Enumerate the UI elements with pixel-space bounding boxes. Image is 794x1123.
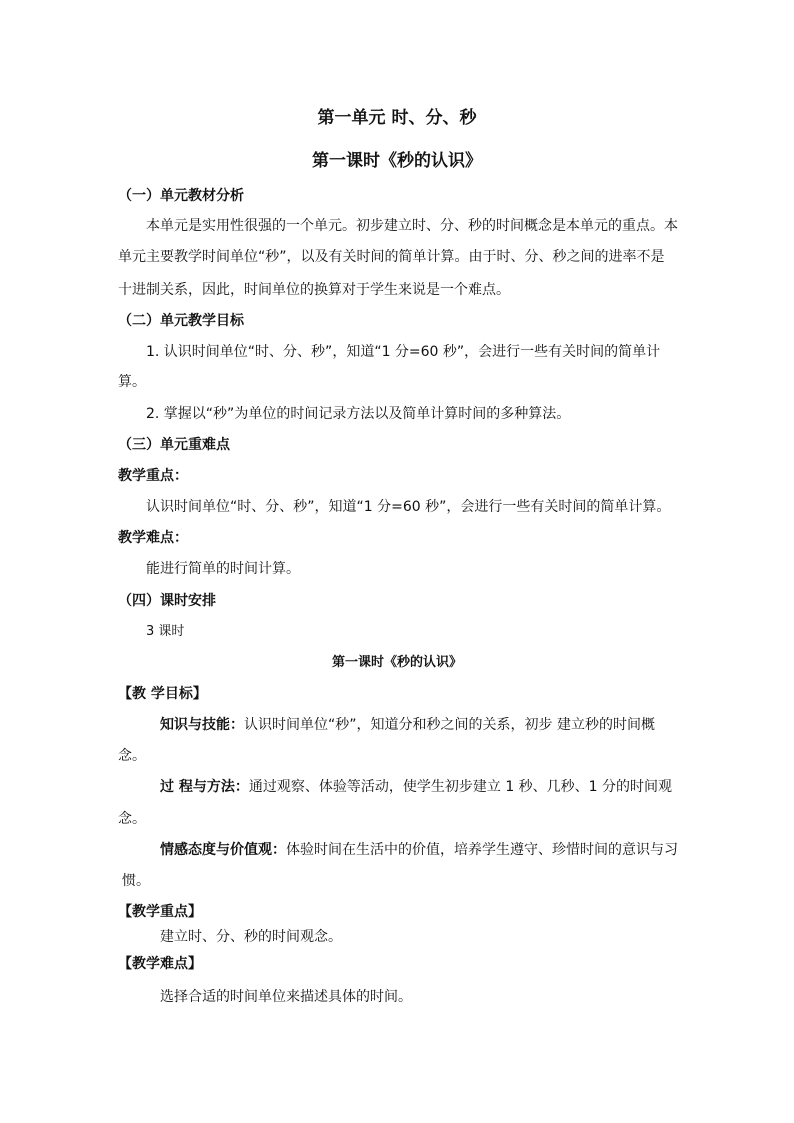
difficulty-label: 教学难点： <box>118 530 188 546</box>
section-4-heading: （四）课时安排 <box>118 593 216 609</box>
lesson-difficulty-heading: 【教学难点】 <box>118 956 202 972</box>
section-4-text: 3 课时 <box>146 624 185 639</box>
goal-attitude <box>160 840 678 860</box>
section-1-line-3: 十进制关系，因此，时间单位的换算对于学生来说是一个难点。 <box>118 282 510 298</box>
goals-heading: 【教 学目标】 <box>118 686 207 702</box>
section-1-line-2: 单元主要教学时间单位“秒”，以及有关时间的简单计算。由于时、分、秒之间的进率不是 <box>118 249 665 265</box>
goal-knowledge-text: 认识时间单位“秒”，知道分和秒之间的关系，初步 建立秒的时间概 <box>244 717 655 733</box>
goal-attitude-cont: 惯。 <box>122 873 150 889</box>
unit-title: 第一单元 时、分、秒 <box>317 108 477 128</box>
section-2-item-1: 1. 认识时间单位“时、分、秒”，知道“1 分=60 秒”，会进行一些有关时间的简单计 <box>146 344 661 360</box>
key-point-label: 教学重点： <box>118 468 188 484</box>
lesson-title: 第一课时《秒的认识》 <box>331 655 462 670</box>
difficulty-text: 能进行简单的时间计算。 <box>146 561 300 577</box>
goal-attitude-label: 情感态度与价值观： <box>160 842 286 858</box>
goal-process-label: 过 程与方法： <box>160 779 249 795</box>
lesson-subtitle: 第一课时《秒的认识》 <box>312 151 482 171</box>
lesson-key-heading: 【教学重点】 <box>118 904 202 920</box>
section-2-heading: （二）单元教学目标 <box>118 313 244 329</box>
goal-knowledge <box>160 715 655 735</box>
goal-knowledge-cont: 念。 <box>118 748 146 764</box>
section-3-heading: （三）单元重难点 <box>118 437 230 453</box>
lesson-key-text: 建立时、分、秒的时间观念。 <box>160 929 342 945</box>
goal-process-cont: 念。 <box>118 811 146 827</box>
goal-attitude-text: 体验时间在生活中的价值，培养学生遵守、珍惜时间的意识与习 <box>286 842 678 858</box>
goal-process <box>160 777 672 797</box>
key-point-text: 认识时间单位“时、分、秒”，知道“1 分=60 秒”，会进行一些有关时间的简单计算。 <box>146 499 671 515</box>
goal-knowledge-label: 知识与技能： <box>160 717 244 733</box>
section-2-item-2: 2. 掌握以“秒”为单位的时间记录方法以及简单计算时间的多种算法。 <box>146 406 571 422</box>
goal-process-text: 通过观察、体验等活动，使学生初步建立 1 秒、几秒、1 分的时间观 <box>248 779 673 795</box>
section-2-item-1-cont: 算。 <box>118 374 146 390</box>
lesson-difficulty-text: 选择合适的时间单位来描述具体的时间。 <box>160 989 412 1005</box>
section-1-heading: （一）单元教材分析 <box>118 188 244 204</box>
section-1-line-1: 本单元是实用性很强的一个单元。初步建立时、分、秒的时间概念是本单元的重点。本 <box>146 218 678 234</box>
